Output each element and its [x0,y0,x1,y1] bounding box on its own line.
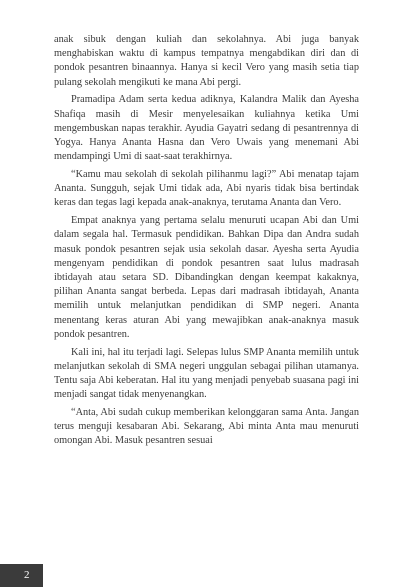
page-number: 2 [24,569,30,581]
paragraph-4: Empat anaknya yang pertama selalu menuruti ucapan Abi dan Umi dalam segala hal. Termasuk pendidikan. Bahkan Dipa dan Andra sudah masuk pondok pesantren sejak usia sekolah dasar. Ayesha serta Ayudia mengenyam pendidikan di pondok pesantren saat lulus madrasah ibtidayah atau setara SD. Dibandingkan dengan keempat kakaknya, pilihan Ananta sangat berbeda. Lepas dari madrasah ibtidayah, Ananta memilih untuk melanjutkan pendidikan di SMP negeri. Ananta menentang keras aturan Abi yang mewajibkan anak-anaknya masuk pondok pesantren. [54,215,359,340]
body-text [54,33,359,449]
paragraph-3: “Kamu mau sekolah di sekolah pilihanmu lagi?” Abi menatap tajam Ananta. Sungguh, sejak Umi tidak ada, Abi nyaris tidak bisa bertindak keras dan tegas lagi kepada anak-anaknya, terutama Ananta dan Vero. [54,169,359,209]
paragraph-5: Kali ini, hal itu terjadi lagi. Selepas lulus SMP Ananta memilih untuk melanjutkan sekolah di SMA negeri unggulan sebagai pilihan utamanya. Tentu saja Abi keberatan. Hal itu yang menjadi penyebab suasana pagi ini menjadi sangat tidak menyenangkan. [54,346,359,401]
paragraph-2: Pramadipa Adam serta kedua adiknya, Kalandra Malik dan Ayesha Shafiqa masih di Mesir menyelesaikan kuliahnya ketika Umi mengembuskan napas terakhir. Ayudia Gayatri sedang di pesantrennya di Yogya. Hanya Ananta Hasna dan Vero Uwais yang menemani Abi mendampingi Umi di saat-saat terakhirnya. [54,94,359,163]
page-number-tab [0,564,43,587]
paragraph-6: “Anta, Abi sudah cukup memberikan kelonggaran sama Anta. Jangan terus menguji kesabaran Abi. Sekarang, Abi minta Anta mau menuruti omongan Abi. Masuk pesantren sesuai [54,407,359,447]
paragraph-1: anak sibuk dengan kuliah dan sekolahnya. Abi juga banyak menghabiskan waktu di kampus tempatnya mengabdikan diri dan di pondok pesantren binaannya. Hanya si kecil Vero yang masih setia tiap pulang sekolah mengikuti ke mana Abi pergi. [54,34,359,88]
